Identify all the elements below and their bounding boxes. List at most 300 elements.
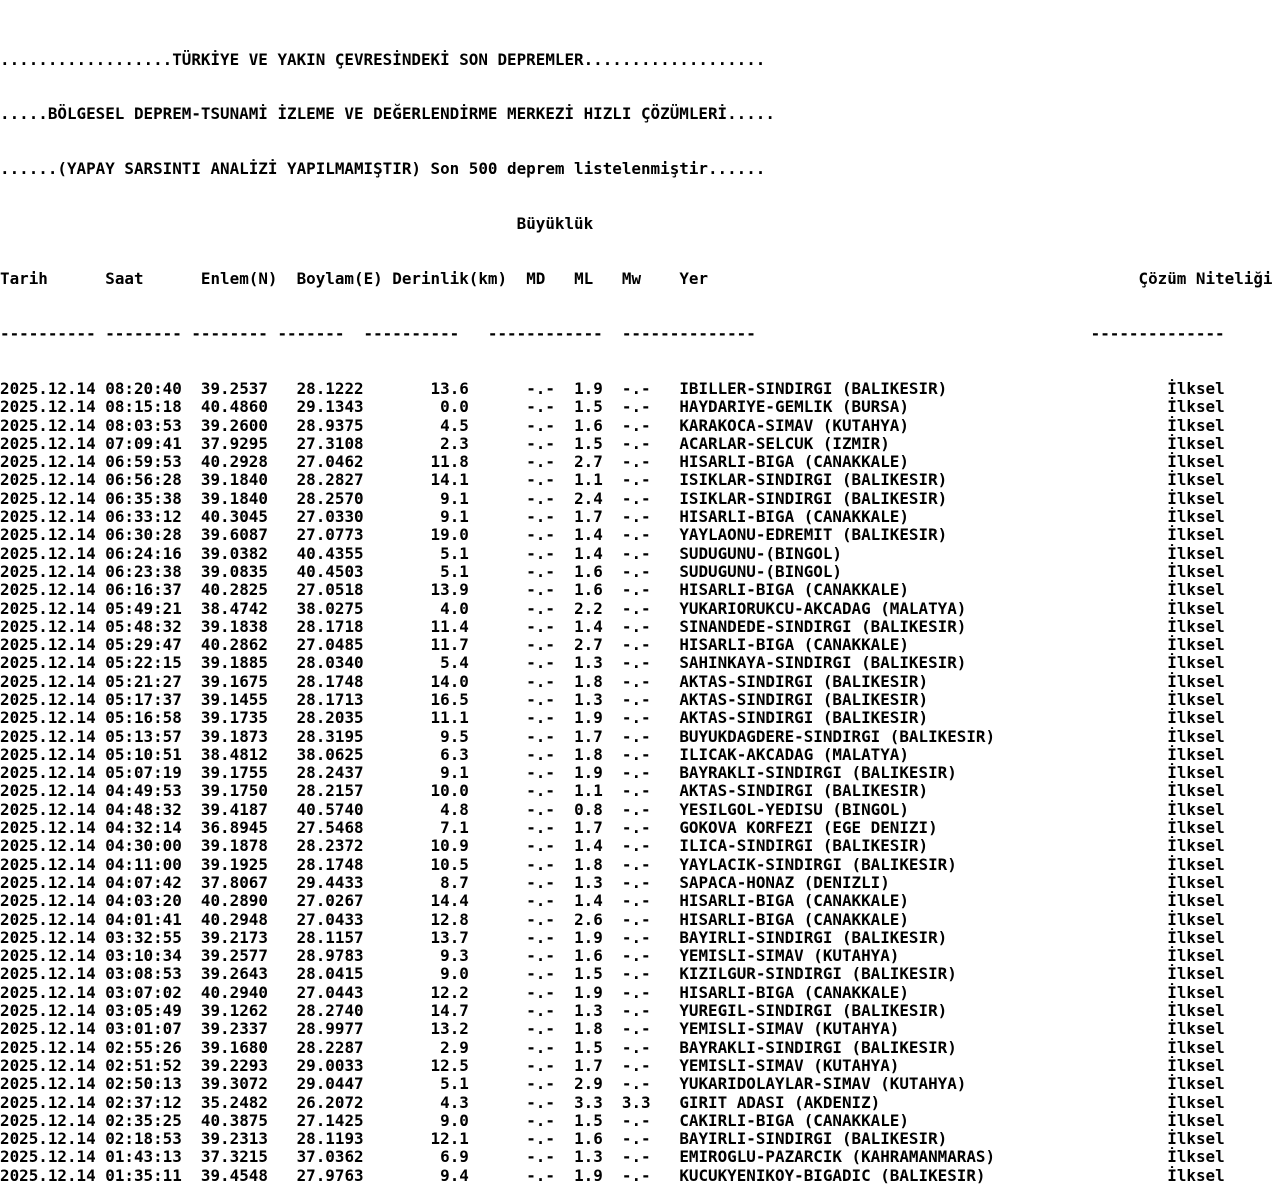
cell-md: -.- xyxy=(526,1129,575,1149)
cell-yer: HISARLI-BIGA (CANAKKALE) xyxy=(679,909,1139,929)
cell-cozum: İlksel xyxy=(1138,1147,1225,1167)
cell-boylam: 27.0773 xyxy=(277,525,383,545)
table-row xyxy=(0,1094,1280,1112)
cell-boylam: 28.0415 xyxy=(277,964,383,984)
cell-tarih: 2025.12.14 xyxy=(0,964,106,984)
cell-cozum: İlksel xyxy=(1138,964,1225,984)
cell-saat: 03:01:07 xyxy=(105,1019,192,1039)
cell-yer: AKTAS-SINDIRGI (BALIKESIR) xyxy=(679,689,1139,709)
cell-mw: -.- xyxy=(621,598,680,618)
cell-cozum: İlksel xyxy=(1138,891,1225,911)
cell-cozum: İlksel xyxy=(1138,726,1225,746)
cell-boylam: 40.4355 xyxy=(277,543,383,563)
cell-md: -.- xyxy=(526,525,575,545)
cell-md: -.- xyxy=(526,653,575,673)
cell-md: -.- xyxy=(526,598,575,618)
cell-yer: ILICAK-AKCADAG (MALATYA) xyxy=(679,744,1139,764)
cell-saat: 01:35:11 xyxy=(105,1165,192,1185)
cell-ml: 1.1 xyxy=(574,470,622,490)
cell-tarih: 2025.12.14 xyxy=(0,671,106,691)
cell-yer: YEMISLI-SIMAV (KUTAHYA) xyxy=(679,1019,1139,1039)
cell-cozum: İlksel xyxy=(1138,818,1225,838)
cell-ml: 1.5 xyxy=(574,433,622,453)
cell-ml: 1.6 xyxy=(574,946,622,966)
cell-md: -.- xyxy=(526,726,575,746)
separator-row: ---------- -------- -------- ------- ---------- ------------ -------------- -------------- xyxy=(0,324,1225,344)
cell-saat: 05:13:57 xyxy=(105,726,192,746)
cell-ml: 1.4 xyxy=(574,525,622,545)
cell-derinlik: 12.1 xyxy=(382,1129,527,1149)
cell-mw: -.- xyxy=(621,799,680,819)
cell-tarih: 2025.12.14 xyxy=(0,598,106,618)
table-row xyxy=(0,398,1280,416)
cell-boylam: 28.1193 xyxy=(277,1129,383,1149)
cell-saat: 05:48:32 xyxy=(105,616,192,636)
cell-mw: -.- xyxy=(621,561,680,581)
cell-md: -.- xyxy=(526,744,575,764)
cell-saat: 04:32:14 xyxy=(105,818,192,838)
cell-ml: 1.9 xyxy=(574,1165,622,1185)
cell-yer: AKTAS-SINDIRGI (BALIKESIR) xyxy=(679,708,1139,728)
cell-ml: 2.9 xyxy=(574,1074,622,1094)
cell-boylam: 28.9375 xyxy=(277,415,383,435)
cell-derinlik: 10.0 xyxy=(382,781,527,801)
cell-enlem: 39.1455 xyxy=(191,689,278,709)
cell-tarih: 2025.12.14 xyxy=(0,708,106,728)
cell-mw: -.- xyxy=(621,1129,680,1149)
cell-saat: 06:33:12 xyxy=(105,507,192,527)
cell-boylam: 27.3108 xyxy=(277,433,383,453)
cell-derinlik: 19.0 xyxy=(382,525,527,545)
cell-mw: -.- xyxy=(621,763,680,783)
table-row xyxy=(0,728,1280,746)
cell-enlem: 38.4742 xyxy=(191,598,278,618)
cell-boylam: 29.1343 xyxy=(277,397,383,417)
table-row xyxy=(0,1075,1280,1093)
cell-saat: 04:11:00 xyxy=(105,854,192,874)
cell-enlem: 39.0835 xyxy=(191,561,278,581)
table-row xyxy=(0,471,1280,489)
cell-ml: 1.3 xyxy=(574,1001,622,1021)
cell-derinlik: 12.2 xyxy=(382,982,527,1002)
table-row xyxy=(0,764,1280,782)
table-row xyxy=(0,545,1280,563)
cell-mw: -.- xyxy=(621,689,680,709)
cell-derinlik: 6.3 xyxy=(382,744,527,764)
cell-mw: -.- xyxy=(621,909,680,929)
cell-ml: 2.2 xyxy=(574,598,622,618)
cell-boylam: 28.1713 xyxy=(277,689,383,709)
cell-boylam: 40.5740 xyxy=(277,799,383,819)
cell-derinlik: 0.0 xyxy=(382,397,527,417)
cell-tarih: 2025.12.14 xyxy=(0,525,106,545)
table-row xyxy=(0,892,1280,910)
cell-cozum: İlksel xyxy=(1138,744,1225,764)
table-row xyxy=(0,911,1280,929)
cell-md: -.- xyxy=(526,378,575,398)
cell-yer: YUREGIL-SINDIRGI (BALIKESIR) xyxy=(679,1001,1139,1021)
cell-boylam: 28.2035 xyxy=(277,708,383,728)
cell-derinlik: 4.0 xyxy=(382,598,527,618)
cell-enlem: 40.3875 xyxy=(191,1110,278,1130)
col-cozum: Çözüm Niteliği xyxy=(1138,269,1273,289)
col-ml: ML xyxy=(574,269,622,289)
cell-cozum: İlksel xyxy=(1138,1110,1225,1130)
cell-enlem: 39.2600 xyxy=(191,415,278,435)
cell-boylam: 28.9977 xyxy=(277,1019,383,1039)
cell-mw: -.- xyxy=(621,1001,680,1021)
cell-enlem: 39.2337 xyxy=(191,1019,278,1039)
cell-ml: 1.3 xyxy=(574,653,622,673)
col-mw: Mw xyxy=(621,269,680,289)
cell-cozum: İlksel xyxy=(1138,1165,1225,1185)
cell-md: -.- xyxy=(526,507,575,527)
cell-enlem: 37.9295 xyxy=(191,433,278,453)
cell-derinlik: 7.1 xyxy=(382,818,527,838)
cell-enlem: 39.1735 xyxy=(191,708,278,728)
table-row xyxy=(0,984,1280,1002)
cell-mw: -.- xyxy=(621,415,680,435)
table-row xyxy=(0,1148,1280,1166)
cell-tarih: 2025.12.14 xyxy=(0,872,106,892)
cell-cozum: İlksel xyxy=(1138,561,1225,581)
cell-mw: -.- xyxy=(621,1147,680,1167)
column-header-row xyxy=(0,270,1280,288)
cell-cozum: İlksel xyxy=(1138,836,1225,856)
cell-ml: 1.9 xyxy=(574,982,622,1002)
cell-yer: YAYLACIK-SINDIRGI (BALIKESIR) xyxy=(679,854,1139,874)
cell-boylam: 28.9783 xyxy=(277,946,383,966)
cell-enlem: 37.8067 xyxy=(191,872,278,892)
cell-ml: 1.8 xyxy=(574,671,622,691)
cell-derinlik: 11.7 xyxy=(382,635,527,655)
cell-cozum: İlksel xyxy=(1138,378,1225,398)
cell-saat: 02:18:53 xyxy=(105,1129,192,1149)
cell-derinlik: 13.2 xyxy=(382,1019,527,1039)
table-row xyxy=(0,1112,1280,1130)
cell-mw: -.- xyxy=(621,1055,680,1075)
cell-yer: BAYRAKLI-SINDIRGI (BALIKESIR) xyxy=(679,763,1139,783)
cell-derinlik: 13.7 xyxy=(382,927,527,947)
cell-boylam: 28.2827 xyxy=(277,470,383,490)
cell-mw: -.- xyxy=(621,671,680,691)
cell-tarih: 2025.12.14 xyxy=(0,415,106,435)
cell-enlem: 39.2293 xyxy=(191,1055,278,1075)
cell-saat: 05:29:47 xyxy=(105,635,192,655)
cell-saat: 03:10:34 xyxy=(105,946,192,966)
cell-tarih: 2025.12.14 xyxy=(0,561,106,581)
table-row xyxy=(0,837,1280,855)
cell-ml: 1.9 xyxy=(574,708,622,728)
cell-derinlik: 12.5 xyxy=(382,1055,527,1075)
cell-cozum: İlksel xyxy=(1138,689,1225,709)
cell-derinlik: 9.0 xyxy=(382,964,527,984)
cell-mw: -.- xyxy=(621,653,680,673)
col-boylam: Boylam(E) xyxy=(296,269,393,289)
cell-ml: 2.4 xyxy=(574,488,622,508)
cell-derinlik: 9.1 xyxy=(382,488,527,508)
cell-cozum: İlksel xyxy=(1138,1037,1225,1057)
cell-saat: 02:35:25 xyxy=(105,1110,192,1130)
cell-boylam: 27.0462 xyxy=(277,452,383,472)
cell-enlem: 39.1750 xyxy=(191,781,278,801)
cell-saat: 04:30:00 xyxy=(105,836,192,856)
cell-md: -.- xyxy=(526,689,575,709)
cell-tarih: 2025.12.14 xyxy=(0,470,106,490)
cell-cozum: İlksel xyxy=(1138,397,1225,417)
cell-md: -.- xyxy=(526,964,575,984)
cell-ml: 1.9 xyxy=(574,378,622,398)
cell-saat: 03:08:53 xyxy=(105,964,192,984)
cell-boylam: 28.1718 xyxy=(277,616,383,636)
cell-boylam: 28.2437 xyxy=(277,763,383,783)
cell-derinlik: 10.9 xyxy=(382,836,527,856)
table-row xyxy=(0,746,1280,764)
cell-derinlik: 9.0 xyxy=(382,1110,527,1130)
cell-boylam: 37.0362 xyxy=(277,1147,383,1167)
cell-mw: -.- xyxy=(621,836,680,856)
cell-enlem: 40.2948 xyxy=(191,909,278,929)
header-title: ..................TÜRKİYE VE YAKIN ÇEVRESİNDEKİ SON DEPREMLER................... xyxy=(0,49,766,69)
cell-md: -.- xyxy=(526,1147,575,1167)
cell-derinlik: 4.5 xyxy=(382,415,527,435)
cell-tarih: 2025.12.14 xyxy=(0,744,106,764)
cell-saat: 06:23:38 xyxy=(105,561,192,581)
cell-ml: 1.8 xyxy=(574,854,622,874)
cell-tarih: 2025.12.14 xyxy=(0,1165,106,1185)
cell-yer: SUDUGUNU-(BINGOL) xyxy=(679,561,1139,581)
table-row xyxy=(0,1057,1280,1075)
cell-tarih: 2025.12.14 xyxy=(0,580,106,600)
cell-mw: -.- xyxy=(621,635,680,655)
cell-derinlik: 14.1 xyxy=(382,470,527,490)
cell-tarih: 2025.12.14 xyxy=(0,543,106,563)
cell-enlem: 39.1675 xyxy=(191,671,278,691)
cell-derinlik: 9.4 xyxy=(382,1165,527,1185)
cell-tarih: 2025.12.14 xyxy=(0,452,106,472)
table-row xyxy=(0,654,1280,672)
cell-tarih: 2025.12.14 xyxy=(0,946,106,966)
cell-saat: 04:49:53 xyxy=(105,781,192,801)
cell-mw: -.- xyxy=(621,1074,680,1094)
cell-md: -.- xyxy=(526,818,575,838)
cell-yer: YAYLAONU-EDREMIT (BALIKESIR) xyxy=(679,525,1139,545)
table-row xyxy=(0,508,1280,526)
cell-md: -.- xyxy=(526,1001,575,1021)
table-body xyxy=(0,380,1280,1185)
cell-mw: -.- xyxy=(621,1165,680,1185)
cell-mw: -.- xyxy=(621,726,680,746)
cell-boylam: 28.0340 xyxy=(277,653,383,673)
cell-derinlik: 2.3 xyxy=(382,433,527,453)
cell-enlem: 39.1262 xyxy=(191,1001,278,1021)
cell-ml: 1.4 xyxy=(574,891,622,911)
cell-enlem: 39.2313 xyxy=(191,1129,278,1149)
cell-cozum: İlksel xyxy=(1138,580,1225,600)
cell-saat: 06:16:37 xyxy=(105,580,192,600)
cell-boylam: 28.1157 xyxy=(277,927,383,947)
cell-cozum: İlksel xyxy=(1138,653,1225,673)
cell-enlem: 40.2890 xyxy=(191,891,278,911)
cell-mw: -.- xyxy=(621,946,680,966)
table-row xyxy=(0,929,1280,947)
cell-saat: 07:09:41 xyxy=(105,433,192,453)
cell-yer: ISIKLAR-SINDIRGI (BALIKESIR) xyxy=(679,470,1139,490)
cell-md: -.- xyxy=(526,799,575,819)
cell-tarih: 2025.12.14 xyxy=(0,689,106,709)
cell-derinlik: 4.8 xyxy=(382,799,527,819)
cell-ml: 1.4 xyxy=(574,836,622,856)
cell-tarih: 2025.12.14 xyxy=(0,1037,106,1057)
cell-tarih: 2025.12.14 xyxy=(0,1147,106,1167)
cell-ml: 1.8 xyxy=(574,1019,622,1039)
cell-enlem: 39.1755 xyxy=(191,763,278,783)
cell-boylam: 28.2157 xyxy=(277,781,383,801)
cell-boylam: 28.2570 xyxy=(277,488,383,508)
cell-md: -.- xyxy=(526,397,575,417)
table-row xyxy=(0,618,1280,636)
cell-ml: 1.6 xyxy=(574,415,622,435)
cell-mw: -.- xyxy=(621,525,680,545)
cell-derinlik: 4.3 xyxy=(382,1092,527,1112)
cell-ml: 1.5 xyxy=(574,1037,622,1057)
cell-md: -.- xyxy=(526,854,575,874)
table-row xyxy=(0,1002,1280,1020)
cell-tarih: 2025.12.14 xyxy=(0,397,106,417)
cell-yer: HISARLI-BIGA (CANAKKALE) xyxy=(679,891,1139,911)
cell-boylam: 28.1748 xyxy=(277,854,383,874)
table-row xyxy=(0,691,1280,709)
cell-mw: -.- xyxy=(621,964,680,984)
cell-yer: EMIROGLU-PAZARCIK (KAHRAMANMARAS) xyxy=(679,1147,1139,1167)
cell-ml: 1.9 xyxy=(574,763,622,783)
cell-boylam: 27.5468 xyxy=(277,818,383,838)
cell-derinlik: 14.7 xyxy=(382,1001,527,1021)
cell-derinlik: 10.5 xyxy=(382,854,527,874)
cell-saat: 02:55:26 xyxy=(105,1037,192,1057)
cell-enlem: 39.3072 xyxy=(191,1074,278,1094)
cell-enlem: 36.8945 xyxy=(191,818,278,838)
cell-derinlik: 6.9 xyxy=(382,1147,527,1167)
cell-ml: 1.7 xyxy=(574,726,622,746)
col-md: MD xyxy=(526,269,575,289)
cell-md: -.- xyxy=(526,1037,575,1057)
cell-yer: IBILLER-SINDIRGI (BALIKESIR) xyxy=(679,378,1139,398)
cell-ml: 1.6 xyxy=(574,580,622,600)
cell-saat: 01:43:13 xyxy=(105,1147,192,1167)
cell-derinlik: 11.8 xyxy=(382,452,527,472)
cell-yer: KIZILGUR-SINDIRGI (BALIKESIR) xyxy=(679,964,1139,984)
cell-md: -.- xyxy=(526,872,575,892)
cell-mw: -.- xyxy=(621,781,680,801)
cell-enlem: 39.6087 xyxy=(191,525,278,545)
cell-yer: CAKIRLI-BIGA (CANAKKALE) xyxy=(679,1110,1139,1130)
cell-tarih: 2025.12.14 xyxy=(0,1110,106,1130)
cell-derinlik: 5.1 xyxy=(382,543,527,563)
cell-md: -.- xyxy=(526,982,575,1002)
cell-tarih: 2025.12.14 xyxy=(0,818,106,838)
cell-saat: 04:07:42 xyxy=(105,872,192,892)
col-derinlik: Derinlik(km) xyxy=(392,269,527,289)
cell-saat: 05:21:27 xyxy=(105,671,192,691)
cell-boylam: 28.2372 xyxy=(277,836,383,856)
cell-md: -.- xyxy=(526,580,575,600)
cell-derinlik: 14.4 xyxy=(382,891,527,911)
cell-yer: SINANDEDE-SINDIRGI (BALIKESIR) xyxy=(679,616,1139,636)
cell-derinlik: 13.9 xyxy=(382,580,527,600)
table-row xyxy=(0,1039,1280,1057)
cell-tarih: 2025.12.14 xyxy=(0,854,106,874)
cell-saat: 08:15:18 xyxy=(105,397,192,417)
cell-boylam: 27.0267 xyxy=(277,891,383,911)
cell-boylam: 40.4503 xyxy=(277,561,383,581)
cell-tarih: 2025.12.14 xyxy=(0,909,106,929)
table-row xyxy=(0,673,1280,691)
cell-md: -.- xyxy=(526,1165,575,1185)
magnitude-group-row xyxy=(0,215,1280,233)
cell-tarih: 2025.12.14 xyxy=(0,653,106,673)
cell-enlem: 39.1873 xyxy=(191,726,278,746)
cell-ml: 2.6 xyxy=(574,909,622,929)
cell-saat: 05:17:37 xyxy=(105,689,192,709)
cell-mw: -.- xyxy=(621,616,680,636)
cell-derinlik: 16.5 xyxy=(382,689,527,709)
cell-md: -.- xyxy=(526,561,575,581)
cell-md: -.- xyxy=(526,1092,575,1112)
cell-derinlik: 8.7 xyxy=(382,872,527,892)
cell-mw: -.- xyxy=(621,543,680,563)
cell-yer: HISARLI-BIGA (CANAKKALE) xyxy=(679,507,1139,527)
cell-saat: 03:05:49 xyxy=(105,1001,192,1021)
table-row xyxy=(0,1020,1280,1038)
cell-boylam: 29.0033 xyxy=(277,1055,383,1075)
cell-derinlik: 9.3 xyxy=(382,946,527,966)
cell-enlem: 39.0382 xyxy=(191,543,278,563)
cell-saat: 02:51:52 xyxy=(105,1055,192,1075)
cell-cozum: İlksel xyxy=(1138,525,1225,545)
cell-md: -.- xyxy=(526,1110,575,1130)
cell-tarih: 2025.12.14 xyxy=(0,635,106,655)
cell-md: -.- xyxy=(526,1019,575,1039)
cell-md: -.- xyxy=(526,836,575,856)
cell-ml: 1.6 xyxy=(574,561,622,581)
cell-boylam: 28.3195 xyxy=(277,726,383,746)
cell-derinlik: 9.1 xyxy=(382,763,527,783)
cell-tarih: 2025.12.14 xyxy=(0,433,106,453)
cell-ml: 1.9 xyxy=(574,927,622,947)
cell-saat: 05:49:21 xyxy=(105,598,192,618)
cell-md: -.- xyxy=(526,1055,575,1075)
cell-cozum: İlksel xyxy=(1138,488,1225,508)
cell-md: -.- xyxy=(526,543,575,563)
cell-cozum: İlksel xyxy=(1138,872,1225,892)
cell-cozum: İlksel xyxy=(1138,1092,1225,1112)
cell-enlem: 38.4812 xyxy=(191,744,278,764)
cell-ml: 1.8 xyxy=(574,744,622,764)
cell-saat: 05:22:15 xyxy=(105,653,192,673)
magnitude-group-label: Büyüklük xyxy=(516,214,594,234)
cell-ml: 1.7 xyxy=(574,818,622,838)
cell-derinlik: 11.1 xyxy=(382,708,527,728)
cell-yer: YEMISLI-SIMAV (KUTAHYA) xyxy=(679,946,1139,966)
cell-cozum: İlksel xyxy=(1138,781,1225,801)
cell-tarih: 2025.12.14 xyxy=(0,507,106,527)
cell-saat: 05:10:51 xyxy=(105,744,192,764)
cell-saat: 04:01:41 xyxy=(105,909,192,929)
cell-md: -.- xyxy=(526,635,575,655)
col-tarih: Tarih xyxy=(0,269,106,289)
cell-saat: 06:59:53 xyxy=(105,452,192,472)
